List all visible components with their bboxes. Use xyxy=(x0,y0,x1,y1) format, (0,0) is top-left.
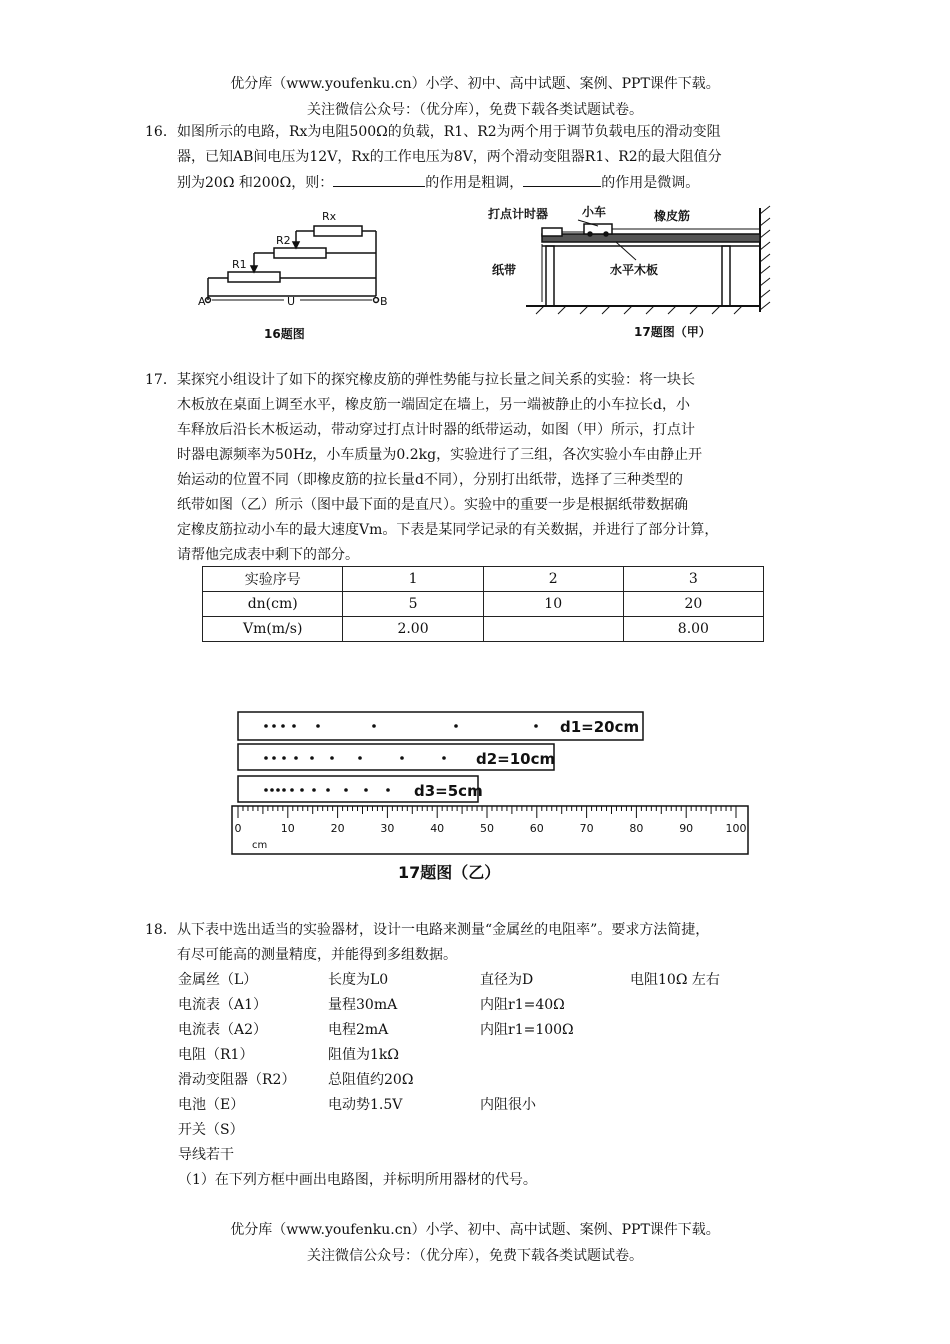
q16-line-1: 如图所示的电路，Rx为电阻500Ω的负载，R1、R2为两个用于调节负载电压的滑动变阻 xyxy=(177,124,721,140)
answer-cell-empty[interactable] xyxy=(483,617,623,642)
label-band: 橡皮筋 xyxy=(654,209,691,223)
exam-page: 优分库（www.youfenku.cn）小学、初中、高中试题、案例、PPT课件下载。 关注微信公众号：（优分库），免费下载各类试题试卷。 16． 如图所示的电路，Rx为电阻500Ω的负载，R1、R2为两个用于调节负载电压的滑动变阻 器，已知AB间电压为12V，Rx的工作电压为8V，两个滑动变阻器R1、R2的最大阻值分 别为20Ω 和200Ω，则： 的作用是粗调， 的作用是微调。 Rx R2 R1 A B U 16题图 打点计时器 小车 橡皮筋 纸带 水平木板 17题图（甲） 17． 某探究小组设计了如下的探究橡皮筋的弹性势能与拉长量之间关系的实验：将一块长 木板放在桌面上调至水平，橡皮筋一端固定在墙上，另一端被静止的小车拉长d，小 车释放后沿长木板运动，带动穿过打点计时器的纸带运动，如图（甲）所示，打点计 时器电源频率为50Hz，小车质量为0.2kg，实验进行了三组，各次实验小车由静止开 始运动的位置不同（即橡皮筋的拉长量d不同），分别打出纸带，选择了三种类型的 纸带如图（乙）所示（图中最下面的是直尺）。实验中的重要一步是根据纸带数据确 定橡皮筋拉动小车的最大速度Vm。下表是某同学记录的有关数据，并进行了部分计算， 请帮他完成表中剩下的部分。 实验序号 1 2 3 dn(cm) 5 10 20 Vm(m/s) 2.00 8.00 d1=20cm d2=10cm d3=5cm 0 10 20 30 40 50 60 70 80 90 100 cm 17题图（乙） 18． 从下表中选出适当的实验器材，设计一电路来测量“金属丝的电阻率”。要求方法简捷， 有尽可能高的测量精度，并能得到多组数据。 金属丝（L） 长度为L0 直径为D 电阻10Ω 左右 电流表（A1） 量程30mA 内阻r1=40Ω 电流表（A2） 电程2mA 内阻r1=100Ω 电阻（R1） 阻值为1kΩ 滑动变阻器（R2） 总阻值约20Ω 电池（E） 电动势1.5V 内阻很小 开关（S） 导线若干 （1）在下列方框中画出电路图，并标明所用器材的代号。 优分库（www.youfenku.cn）小学、初中、高中试题、案例、PPT课件下载。 关注微信公众号：（优分库），免费下载各类试题试卷。 xyxy=(0,0,950,1344)
ruler-tick-label: 70 xyxy=(579,822,594,835)
table-cell: 10 xyxy=(483,592,623,617)
ruler-tick-label: 20 xyxy=(330,822,345,835)
header-line-2: 关注微信公众号：（优分库），免费下载各类试题试卷。 xyxy=(307,102,643,118)
table-cell: 1 xyxy=(343,567,483,592)
ruler-tick-label: 60 xyxy=(529,822,544,835)
label-u: U xyxy=(287,295,296,308)
label-a: A xyxy=(198,295,206,308)
label-b: B xyxy=(380,295,388,308)
ruler-tick-label: 40 xyxy=(430,822,445,835)
q16-line-2: 器，已知AB间电压为12V，Rx的工作电压为8V，两个滑动变阻器R1、R2的最大阻值分 xyxy=(177,149,722,165)
table-row xyxy=(203,592,764,617)
board xyxy=(542,234,760,242)
fig17b-caption: 17题图（乙） xyxy=(398,863,501,882)
q17-line: 纸带如图（乙）所示（图中最下面的是直尺）。实验中的重要一步是根据纸带数据确 xyxy=(177,497,688,513)
q17-line: 车释放后沿长木板运动，带动穿过打点计时器的纸带运动，如图（甲）所示，打点计 xyxy=(177,422,695,438)
answer-blank-fine[interactable] xyxy=(523,170,601,187)
label-tape: 纸带 xyxy=(492,263,517,277)
ruler-ticks xyxy=(238,806,736,818)
label-d3: d3=5cm xyxy=(414,782,483,800)
q17-line: 定橡皮筋拉动小车的最大速度Vm。下表是某同学记录的有关数据，并进行了部分计算， xyxy=(177,522,719,538)
question-17 xyxy=(145,368,810,568)
question-16 xyxy=(145,120,810,196)
ruler-tick-label: 100 xyxy=(725,822,747,835)
ruler-tick-label: 80 xyxy=(629,822,644,835)
ruler-tick-label: 50 xyxy=(480,822,494,835)
footer-line-2: 关注微信公众号：（优分库），免费下载各类试题试卷。 xyxy=(307,1248,643,1264)
question-number: 17． xyxy=(145,372,177,388)
data-table xyxy=(202,566,764,642)
footer-line-1: 优分库（www.youfenku.cn）小学、初中、高中试题、案例、PPT课件下载。 xyxy=(230,1222,720,1238)
fig17a-apparatus xyxy=(486,202,776,346)
question-18 xyxy=(145,918,810,968)
rx-resistor xyxy=(314,226,362,236)
fig17b-tapes xyxy=(228,708,758,888)
fig16-circuit xyxy=(196,206,396,346)
q17-line: 木板放在桌面上调至水平，橡皮筋一端固定在墙上，另一端被静止的小车拉长d，小 xyxy=(177,397,690,413)
table-cell: 20 xyxy=(623,592,763,617)
q18-line-1: 从下表中选出适当的实验器材，设计一电路来测量“金属丝的电阻率”。要求方法简捷， xyxy=(177,922,710,938)
fig17a-caption: 17题图（甲） xyxy=(634,325,711,339)
fig16-caption: 16题图 xyxy=(264,327,305,341)
table-cell: 8.00 xyxy=(623,617,763,642)
q17-line: 某探究小组设计了如下的探究橡皮筋的弹性势能与拉长量之间关系的实验：将一块长 xyxy=(177,372,695,388)
terminal-b xyxy=(374,298,379,303)
ruler-unit: cm xyxy=(252,840,268,851)
label-d1: d1=20cm xyxy=(560,718,640,736)
answer-blank-coarse[interactable] xyxy=(333,170,425,187)
label-timer: 打点计时器 xyxy=(488,207,549,221)
r2-resistor xyxy=(274,248,326,258)
tape-2-dots xyxy=(264,756,446,760)
tape-3-dots xyxy=(264,788,390,792)
table-cell: 3 xyxy=(623,567,763,592)
table-leg xyxy=(546,246,554,306)
table-row xyxy=(203,617,764,642)
header-line-1: 优分库（www.youfenku.cn）小学、初中、高中试题、案例、PPT课件下载。 xyxy=(230,76,720,92)
table-row xyxy=(203,567,764,592)
q17-line: 请帮他完成表中剩下的部分。 xyxy=(177,547,359,563)
table-cell: 实验序号 xyxy=(203,567,343,592)
label-r1: R1 xyxy=(232,258,247,271)
ruler-tick-label: 30 xyxy=(380,822,395,835)
label-board: 水平木板 xyxy=(610,263,659,277)
label-cart: 小车 xyxy=(582,205,607,219)
table-cell: 5 xyxy=(343,592,483,617)
table-leg xyxy=(722,246,730,306)
table-cell: 2 xyxy=(483,567,623,592)
timer xyxy=(542,228,562,236)
label-rx: Rx xyxy=(322,210,337,223)
ruler-tick-label: 90 xyxy=(679,822,694,835)
table-cell: dn(cm) xyxy=(203,592,343,617)
ruler-tick-label: 0 xyxy=(234,822,242,835)
label-d2: d2=10cm xyxy=(476,750,556,768)
q17-line: 始运动的位置不同（即橡皮筋的拉长量d不同），分别打出纸带，选择了三种类型的 xyxy=(177,472,683,488)
q17-line: 时器电源频率为50Hz，小车质量为0.2kg，实验进行了三组，各次实验小车由静止开 xyxy=(177,447,703,463)
tape-1-dots xyxy=(264,724,538,728)
ruler-tick-label: 10 xyxy=(280,822,295,835)
question-number: 18． xyxy=(145,922,177,938)
question-number: 16． xyxy=(145,124,177,140)
table-cell: 2.00 xyxy=(343,617,483,642)
ruler-labels xyxy=(235,822,747,835)
label-r2: R2 xyxy=(276,234,291,247)
table-cell: Vm(m/s) xyxy=(203,617,343,642)
q16-line-3: 别为20Ω 和200Ω，则： 的作用是粗调， 的作用是微调。 xyxy=(177,170,810,196)
q18-line-2: 有尽可能高的测量精度，并能得到多组数据。 xyxy=(177,947,457,963)
